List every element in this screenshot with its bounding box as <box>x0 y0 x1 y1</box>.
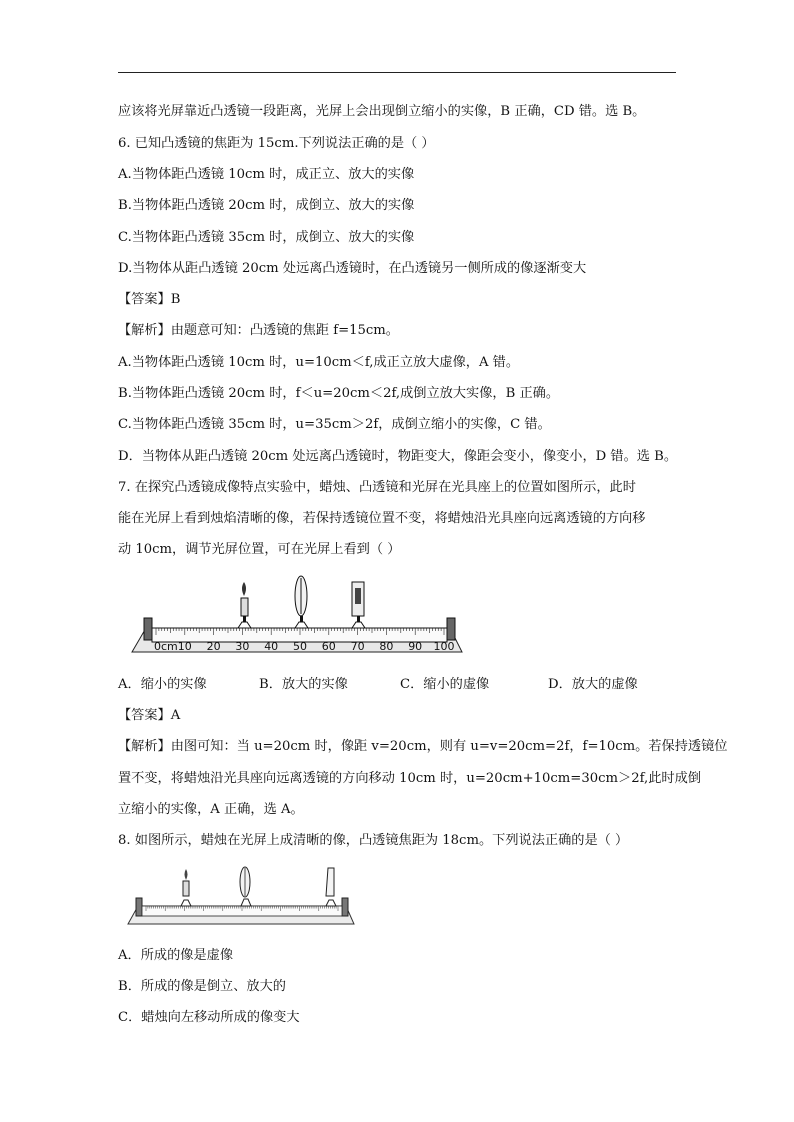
question-6-stem: 6. 已知凸透镜的焦距为 15cm.下列说法正确的是（ ） <box>118 136 435 151</box>
q7-analysis-2: 置不变，将蜡烛沿光具座向远离透镜的方向移动 10cm 时，u=20cm+10cm=30cm＞2f,此时成倒 <box>118 771 701 786</box>
scale-label: 20 <box>206 640 221 653</box>
q6-option-c: C.当物体距凸透镜 35cm 时，成倒立、放大的实像 <box>118 230 415 245</box>
q7-analysis-3: 立缩小的实像，A 正确，选 A。 <box>118 802 304 817</box>
q7-option-a: A．缩小的实像 <box>118 677 207 692</box>
q8-option-b: B．所成的像是倒立、放大的 <box>118 979 286 994</box>
scale-label: 50 <box>293 640 307 653</box>
optical-bench-figure-2 <box>124 862 356 934</box>
question-8-stem: 8. 如图所示，蜡烛在光屏上成清晰的像，凸透镜焦距为 18cm。下列说法正确的是（ ） <box>118 833 629 848</box>
q6-answer: 【答案】B <box>118 292 181 307</box>
light-screen <box>326 868 336 906</box>
question-7-stem-1: 7. 在探究凸透镜成像特点实验中，蜡烛、凸透镜和光屏在光具座上的位置如图所示，此时 <box>118 480 636 495</box>
scale-label: 40 <box>264 640 279 653</box>
scale-label: 60 <box>321 640 336 653</box>
q6-option-d: D.当物体从距凸透镜 20cm 处远离凸透镜时，在凸透镜另一侧所成的像逐渐变大 <box>118 261 587 276</box>
scale-label: 80 <box>379 640 394 653</box>
scale-label: 100 <box>433 640 455 653</box>
q8-option-a: A．所成的像是虚像 <box>118 948 234 963</box>
candle <box>181 869 191 906</box>
q7-answer: 【答案】A <box>118 708 181 723</box>
scale-label: 90 <box>408 640 423 653</box>
candle <box>238 582 251 628</box>
q6-analysis: 【解析】由题意可知：凸透镜的焦距 f=15cm。 <box>118 323 399 338</box>
q7-option-b: B．放大的实像 <box>259 677 348 692</box>
optical-bench-figure-1 <box>128 570 464 662</box>
light-screen <box>352 582 365 628</box>
header-rule <box>118 72 676 73</box>
q6-analysis-d: D．当物体从距凸透镜 20cm 处远离凸透镜时，物距变大，像距会变小，像变小，D 错。选 B。 <box>118 449 678 464</box>
convex-lens <box>295 576 308 628</box>
scale-label: 0cm <box>154 640 178 653</box>
q7-option-d: D．放大的虚像 <box>548 677 638 692</box>
question-7-stem-3: 动 10cm，调节光屏位置，可在光屏上看到（ ） <box>118 542 401 557</box>
text-line: 应该将光屏靠近凸透镜一段距离，光屏上会出现倒立缩小的实像，B 正确，CD 错。选 B。 <box>118 104 646 119</box>
q7-option-c: C．缩小的虚像 <box>400 677 490 692</box>
q6-option-a: A.当物体距凸透镜 10cm 时，成正立、放大的实像 <box>118 167 415 182</box>
question-7-stem-2: 能在光屏上看到烛焰清晰的像，若保持透镜位置不变，将蜡烛沿光具座向远离透镜的方向移 <box>118 511 646 526</box>
q8-option-c: C．蜡烛向左移动所成的像变大 <box>118 1010 300 1025</box>
q6-analysis-b: B.当物体距凸透镜 20cm 时，f＜u=20cm＜2f,成倒立放大实像，B 正确。 <box>118 386 560 401</box>
q6-option-b: B.当物体距凸透镜 20cm 时，成倒立、放大的实像 <box>118 198 415 213</box>
q7-analysis-1: 【解析】由图可知：当 u=20cm 时，像距 v=20cm，则有 u=v=20cm=2f，f=10cm。若保持透镜位 <box>118 739 728 754</box>
q6-analysis-a: A.当物体距凸透镜 10cm 时，u=10cm＜f,成正立放大虚像，A 错。 <box>118 355 520 370</box>
q6-analysis-c: C.当物体距凸透镜 35cm 时，u=35cm＞2f，成倒立缩小的实像，C 错。 <box>118 417 551 432</box>
convex-lens <box>240 867 251 906</box>
scale-label: 70 <box>350 640 365 653</box>
scale-label: 10 <box>177 640 192 653</box>
scale-label: 30 <box>235 640 250 653</box>
